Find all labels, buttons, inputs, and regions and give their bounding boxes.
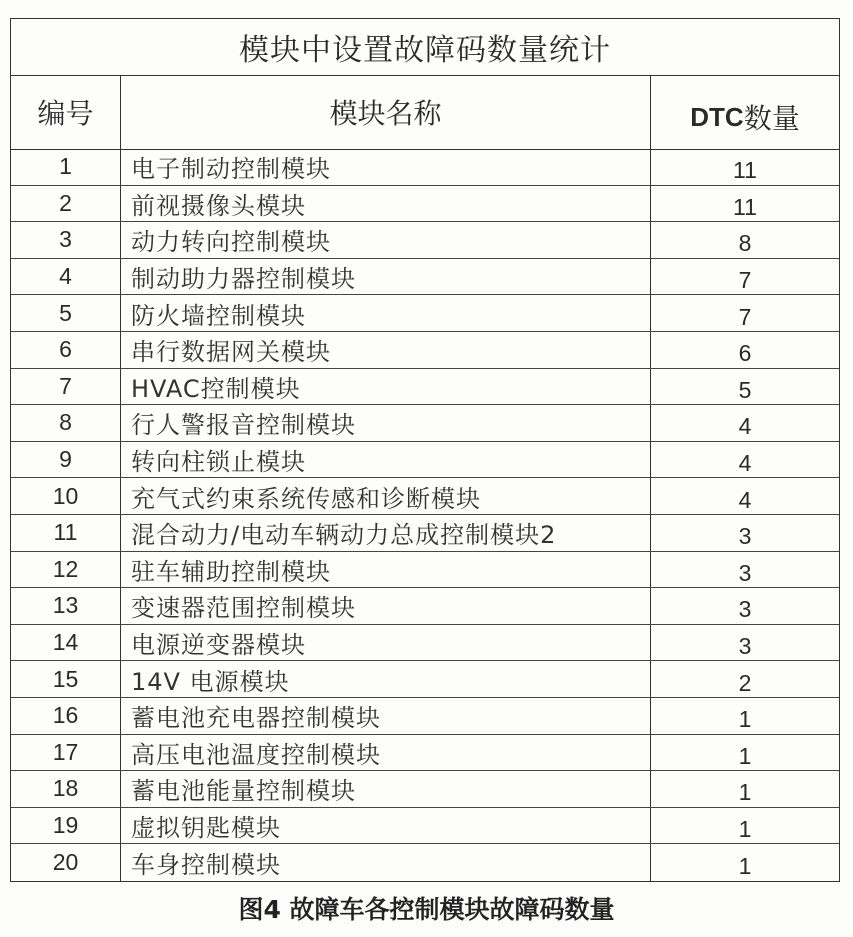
dtc-count-table xyxy=(10,18,840,882)
row-number: 13 xyxy=(11,588,121,624)
row-number: 15 xyxy=(11,661,121,697)
row-module-name: 车身控制模块 xyxy=(121,844,651,881)
row-number: 5 xyxy=(11,295,121,331)
table-row xyxy=(11,698,839,735)
row-number: 8 xyxy=(11,405,121,441)
row-module-name: 虚拟钥匙模块 xyxy=(121,808,651,844)
row-number: 18 xyxy=(11,771,121,807)
row-module-name: 电源逆变器模块 xyxy=(121,625,651,661)
table-row xyxy=(11,222,839,259)
header-dtc-count xyxy=(651,75,839,149)
table-row xyxy=(11,808,839,845)
row-dtc-count: 3 xyxy=(738,559,752,586)
row-dtc-count: 1 xyxy=(738,816,752,843)
row-module-name: 蓄电池能量控制模块 xyxy=(121,771,651,807)
table-row xyxy=(11,844,839,881)
row-dtc-count: 8 xyxy=(738,230,752,257)
row-module-name: 充气式约束系统传感和诊断模块 xyxy=(121,478,651,514)
row-dtc-count: 11 xyxy=(733,157,757,184)
header-dtc-label: DTC xyxy=(690,101,744,132)
row-module-name: 蓄电池充电器控制模块 xyxy=(121,698,651,734)
row-number: 16 xyxy=(11,698,121,734)
row-number: 7 xyxy=(11,369,121,405)
row-module-name: 制动助力器控制模块 xyxy=(121,259,651,295)
row-dtc-count: 4 xyxy=(738,450,752,477)
row-dtc-count: 11 xyxy=(733,193,757,220)
row-dtc-count: 6 xyxy=(738,340,752,367)
table-body xyxy=(11,149,839,881)
table-row xyxy=(11,149,839,186)
row-number: 19 xyxy=(11,808,121,844)
row-dtc-count: 7 xyxy=(738,303,752,330)
row-module-name: 防火墙控制模块 xyxy=(121,295,651,331)
row-dtc-count: 1 xyxy=(738,742,752,769)
table-row xyxy=(11,186,839,223)
row-module-name: 转向柱锁止模块 xyxy=(121,442,651,478)
row-dtc-count: 3 xyxy=(738,596,752,623)
row-dtc-count: 4 xyxy=(738,413,752,440)
table-title: 模块中设置故障码数量统计 xyxy=(11,19,839,76)
row-module-name: 驻车辅助控制模块 xyxy=(121,552,651,588)
table-header-row xyxy=(11,75,839,150)
table-row xyxy=(11,515,839,552)
row-number: 12 xyxy=(11,552,121,588)
row-dtc-count: 2 xyxy=(738,669,752,696)
row-module-name: 电子制动控制模块 xyxy=(121,149,651,185)
table-row xyxy=(11,332,839,369)
row-module-name: 动力转向控制模块 xyxy=(121,222,651,258)
table-row xyxy=(11,661,839,698)
table-row xyxy=(11,625,839,662)
row-module-name: 串行数据网关模块 xyxy=(121,332,651,368)
table-row xyxy=(11,478,839,515)
row-number: 2 xyxy=(11,186,121,222)
row-number: 1 xyxy=(11,149,121,185)
table-row xyxy=(11,295,839,332)
table-row xyxy=(11,405,839,442)
row-dtc-count: 1 xyxy=(738,706,752,733)
row-number: 4 xyxy=(11,259,121,295)
row-number: 11 xyxy=(11,515,121,551)
row-number: 20 xyxy=(11,844,121,881)
header-count-label: 数量 xyxy=(743,102,800,135)
row-dtc-count: 1 xyxy=(738,779,752,806)
row-number: 9 xyxy=(11,442,121,478)
header-number: 编号 xyxy=(11,75,121,149)
table-row xyxy=(11,771,839,808)
row-module-name: 行人警报音控制模块 xyxy=(121,405,651,441)
row-number: 17 xyxy=(11,735,121,771)
figure-caption: 图4 故障车各控制模块故障码数量 xyxy=(238,895,615,924)
table-row xyxy=(11,588,839,625)
row-dtc-count: 1 xyxy=(738,853,752,880)
table-row xyxy=(11,442,839,479)
row-module-name: 14V 电源模块 xyxy=(121,661,651,697)
row-dtc-count: 3 xyxy=(738,523,752,550)
row-module-name: 混合动力/电动车辆动力总成控制模块2 xyxy=(121,515,651,551)
row-number: 3 xyxy=(11,222,121,258)
row-dtc-count: 4 xyxy=(738,486,752,513)
header-module-name: 模块名称 xyxy=(121,75,651,149)
row-number: 6 xyxy=(11,332,121,368)
row-dtc-count: 5 xyxy=(738,376,752,403)
table-row xyxy=(11,369,839,406)
row-module-name: 变速器范围控制模块 xyxy=(121,588,651,624)
table-row xyxy=(11,259,839,296)
table-row xyxy=(11,735,839,772)
row-module-name: 高压电池温度控制模块 xyxy=(121,735,651,771)
row-number: 14 xyxy=(11,625,121,661)
row-dtc-count: 3 xyxy=(738,633,752,660)
row-number: 10 xyxy=(11,478,121,514)
table-row xyxy=(11,552,839,589)
row-dtc-count: 7 xyxy=(738,267,752,294)
row-module-name: HVAC控制模块 xyxy=(121,369,651,405)
row-module-name: 前视摄像头模块 xyxy=(121,186,651,222)
